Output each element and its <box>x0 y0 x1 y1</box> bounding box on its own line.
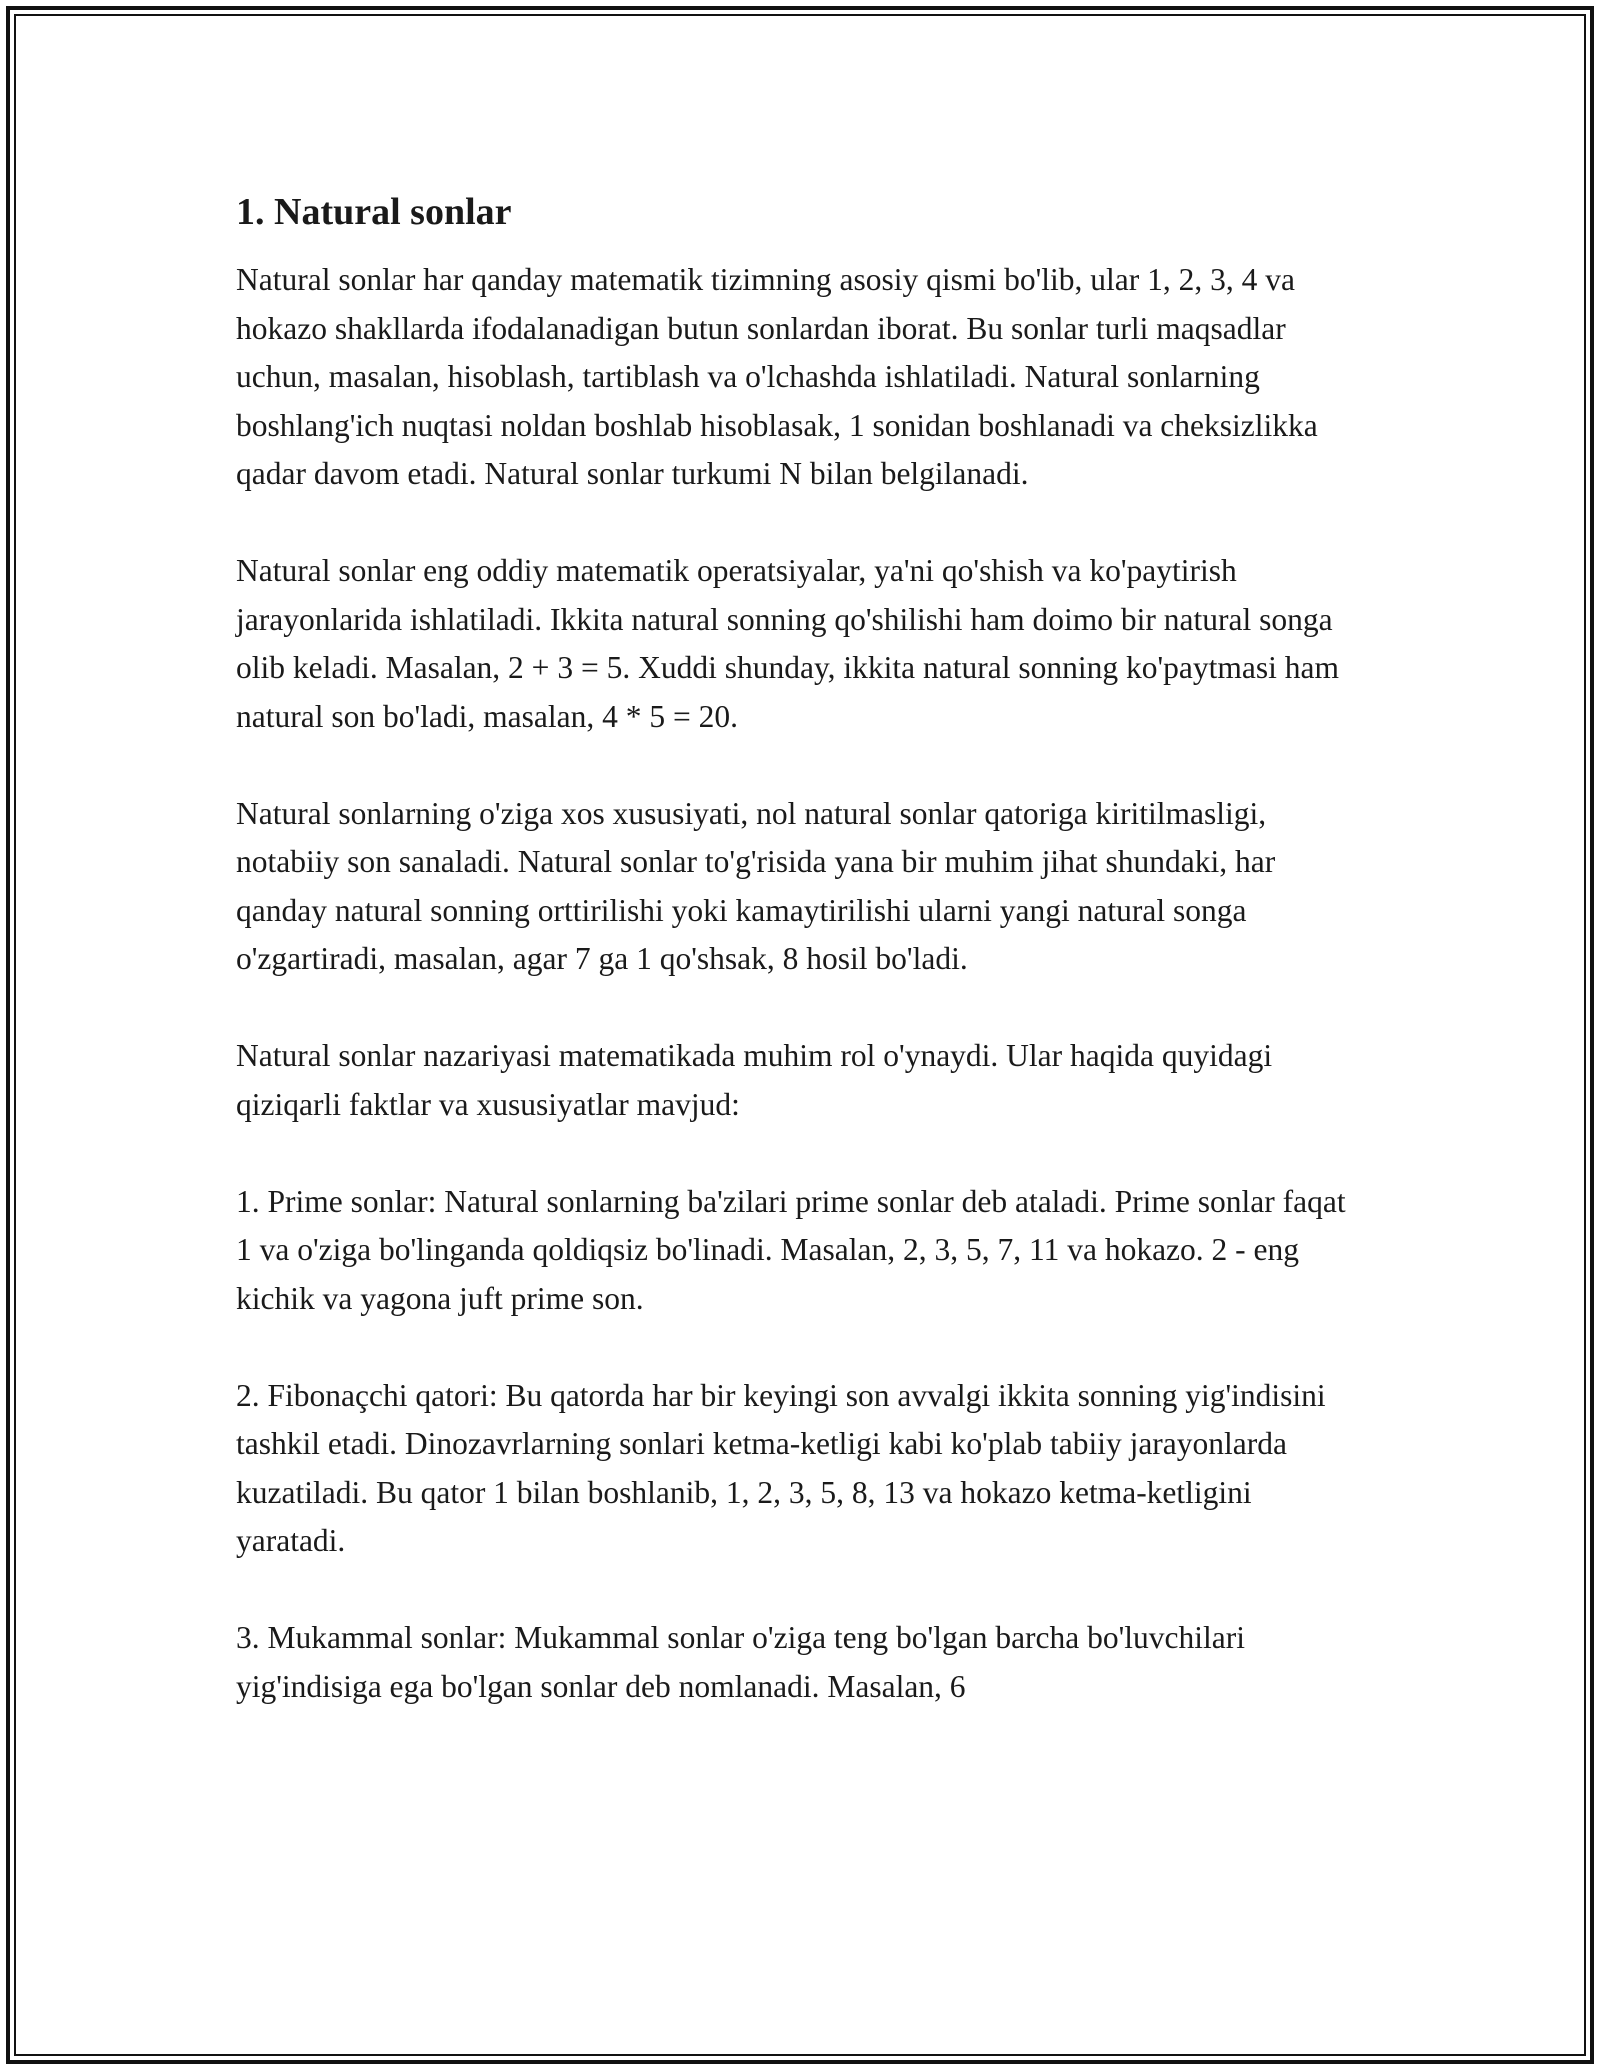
paragraph-properties: Natural sonlarning o'ziga xos xususiyati, nol natural sonlar qatoriga kiritilmasligi, notabiiy son sanaladi. Natural sonlar to'g'risida yana bir muhim jihat shundaki, har qanday natural sonning orttirilishi yoki kamaytirilishi ularni yangi natural songa o'zgartiradi, masalan, agar 7 ga 1 qo'shsak, 8 hosil bo'ladi. <box>236 795 1276 976</box>
document-body <box>236 186 1368 1760</box>
paragraph-operations: Natural sonlar eng oddiy matematik operatsiyalar, ya'ni qo'shish va ko'paytirish jarayonlarida ishlatiladi. Ikkita natural sonning qo'shilishi ham doimo bir natural songa olib keladi. Masalan, 2 + 3 = 5. Xuddi shunday, ikkita natural sonning ko'paytmasi ham natural son bo'ladi, masalan, 4 * 5 = 20. <box>236 553 1339 734</box>
paragraph-theory: Natural sonlar nazariyasi matematikada muhim rol o'ynaydi. Ular haqida quyidagi qiziqarli faktlar va xususiyatlar mavjud: <box>236 1038 1273 1122</box>
list-item-prime: 1. Prime sonlar: Natural sonlarning ba'zilari prime sonlar deb ataladi. Prime sonlar faqat 1 va o'ziga bo'linganda qoldiqsiz bo'linadi. Masalan, 2, 3, 5, 7, 11 va hokazo. 2 - eng kichik va yagona juft prime son. <box>236 1183 1346 1316</box>
list-item-fibonacci: 2. Fibonaçchi qatori: Bu qatorda har bir keyingi son avvalgi ikkita sonning yig'indisini tashkil etadi. Dinozavrlarning sonlari ketma-ketligi kabi ko'plab tabiiy jarayonlarda kuzatiladi. Bu qator 1 bilan boshlanib, 1, 2, 3, 5, 8, 13 va hokazo ketma-ketligini yaratadi. <box>236 1377 1326 1558</box>
paragraph-intro: Natural sonlar har qanday matematik tizimning asosiy qismi bo'lib, ular 1, 2, 3, 4 va hokazo shakllarda ifodalanadigan butun sonlardan iborat. Bu sonlar turli maqsadlar uchun, masalan, hisoblash, tartiblash va o'lchashda ishlatiladi. Natural sonlarning boshlang'ich nuqtasi noldan boshlab hisoblasak, 1 sonidan boshlanadi va cheksizlikka qadar davom etadi. Natural sonlar turkumi N bilan belgilanadi. <box>236 262 1318 491</box>
list-item-perfect: 3. Mukammal sonlar: Mukammal sonlar o'ziga teng bo'lgan barcha bo'luvchilari yig'indisiga ega bo'lgan sonlar deb nomlanadi. Masalan, 6 <box>236 1620 1246 1704</box>
page-title: 1. Natural sonlar <box>236 191 512 233</box>
